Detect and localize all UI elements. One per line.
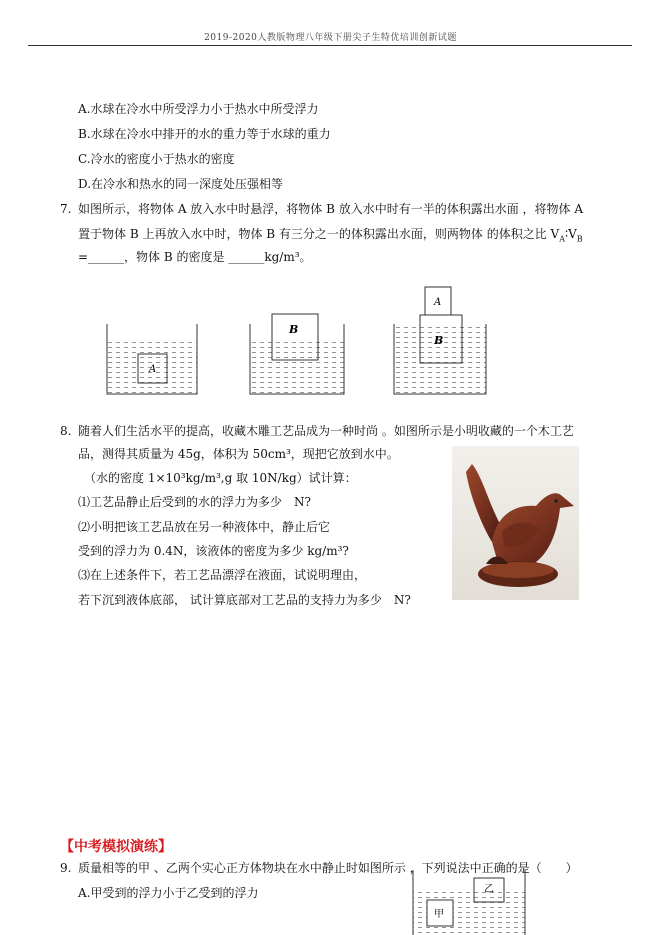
q8-line-6: 受到的浮力为 0.4N，该液体的密度为多少 kg/m³? — [78, 544, 349, 558]
block-yi-label: 乙 — [484, 884, 494, 895]
q8-line-7: ⑶在上述条件下，若工艺品漂浮在液面，试说明理由， — [78, 568, 367, 582]
page-header: 2019-2020人教版物理八年级下册尖子生特优培训创新试题 — [204, 33, 457, 43]
q7-sub-a: A — [559, 234, 565, 244]
q8-line-5: ⑵小明把该工艺品放在另一种液体中，静止后它 — [78, 520, 331, 534]
q6-option-a: A.水球在冷水中所受浮力小于热水中所受浮力 — [78, 102, 319, 116]
block-a-label-1: A — [149, 364, 157, 375]
q7-line-1: 如图所示，将物体 A 放入水中时悬浮，将物体 B 放入水中时有一半的体积露出水面 ，将物体 A — [78, 202, 584, 216]
section-title: 【中考模拟演练】 — [60, 839, 172, 855]
block-b-label-3: B — [434, 334, 444, 347]
q6-option-d: D.在冷水和热水的同一深度处压强相等 — [78, 177, 284, 191]
q7-line-2-text: 置于物体 B 上再放入水中时，物体 B 有三分之一的体积露出水面，则两物体 的体积之比 V — [78, 227, 560, 241]
beaker-2 — [250, 314, 344, 394]
q6-option-c: C.冷水的密度小于热水的密度 — [78, 152, 235, 166]
q8-number: 8. — [60, 424, 72, 438]
q8-line-1: 随着人们生活水平的提高，收藏木雕工艺品成为一种时尚 。如图所示是小明收藏的一个木工艺 — [78, 424, 574, 438]
header-rule — [28, 45, 632, 46]
q7-line-2 — [78, 227, 583, 246]
block-jia-label: 甲 — [434, 909, 444, 920]
q7-colon: ∶V — [564, 227, 577, 241]
q8-line-8: 若下沉到液体底部， 试计算底部对工艺品的支持力为多少 N? — [78, 593, 411, 607]
q7-sub-b: B — [576, 234, 583, 244]
q8-line-4: ⑴工艺品静止后受到的水的浮力为多少 N? — [78, 495, 311, 509]
q8-line-2: 品，测得其质量为 45g，体积为 50cm³，现把它放到水中。 — [78, 447, 399, 461]
block-a-label-3: A — [434, 297, 442, 308]
beaker-1 — [107, 324, 197, 394]
q9-option-a: A.甲受到的浮力小于乙受到的浮力 — [78, 886, 259, 900]
q7-line-3: =______，物体 B 的密度是 ______kg/m³。 — [78, 250, 312, 264]
q8-line-3: （水的密度 1×10³kg/m³,g 取 10N/kg）试计算： — [84, 471, 357, 485]
q9-figure — [410, 870, 530, 935]
q9-line-1: 质量相等的甲 、乙两个实心正方体物块在水中静止时如图所示 ，下列说法中正确的是（ ） — [78, 861, 578, 875]
q7-number: 7. — [60, 202, 72, 216]
beaker-3 — [394, 287, 486, 394]
q7-figure — [100, 280, 500, 400]
q6-option-b: B.水球在冷水中排开的水的重力等于水球的重力 — [78, 127, 331, 141]
block-b-label-2: B — [289, 323, 299, 336]
q9-number: 9. — [60, 861, 72, 875]
wooden-bird-photo — [452, 446, 579, 600]
